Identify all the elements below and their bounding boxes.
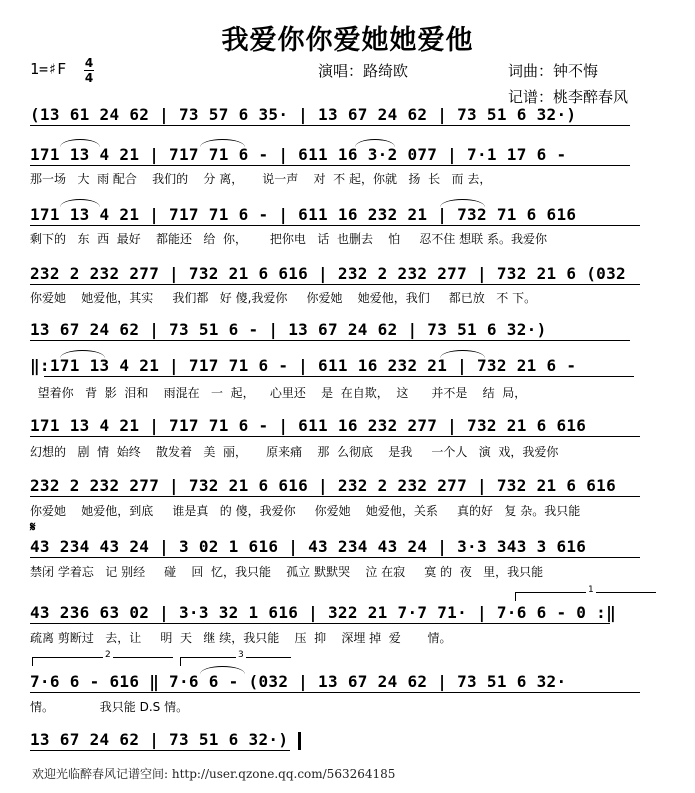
footer-credit: 欢迎光临醉春风记谱空间: http://user.qzone.qq.com/563264185 [32, 767, 396, 781]
meter-top: 4 [84, 56, 94, 70]
composer-credit: 词曲：钟不悔 [508, 62, 599, 80]
volta-1-label: 1 [588, 585, 594, 595]
beam-line-7 [30, 436, 640, 437]
lyric-line-8: 你爱她 她爱他，到底 谁是真 的 傻，我爱你 你爱她 她爱他，关系 真的好 复 杂。我只能 [30, 504, 581, 518]
lyric-line-7: 幻想的 剧 情 始终 散发着 美 丽， 原来痛 那 么彻底 是我 一个人 演 戏，我爱你 [30, 445, 559, 459]
notation-line-4: 232 2 232 277 | 732 21 6 616 | 232 2 232 277 | 732 21 6 (032 [30, 264, 626, 283]
slur [60, 350, 105, 358]
beam-line-10 [30, 623, 610, 624]
notation-line-3: 171 13 4 21 | 717 71 6 - | 611 16 232 21 | 732 71 6 616 [30, 205, 577, 224]
notation-line-12: 13 67 24 62 | 73 51 6 32·) [30, 730, 289, 749]
key-signature: 1=♯F [30, 60, 67, 78]
beam-line-6 [44, 376, 634, 377]
time-signature [84, 57, 94, 84]
singer-credit: 演唱：路绮欧 [318, 62, 409, 80]
slur [355, 139, 395, 147]
lyric-line-6: 望着你 背 影 泪和 雨混在 一 起， 心里还 是 在自欺， 这 并不是 结 局， [30, 386, 527, 400]
notation-line-8: 232 2 232 277 | 732 21 6 616 | 232 2 232 277 | 732 21 6 616 [30, 476, 617, 495]
final-barline [298, 732, 301, 750]
notation-line-9: 43 234 43 24 | 3 02 1 616 | 43 234 43 24 | 3·3 343 3 616 [30, 537, 587, 556]
beam-line-3 [30, 225, 640, 226]
lyric-line-11: 情。 我只能 D.S 情。 [30, 700, 189, 714]
song-title: 我爱你你爱她她爱他 [221, 25, 474, 56]
slur [60, 199, 100, 207]
beam-line-4 [30, 284, 640, 285]
slur [200, 666, 245, 674]
notation-line-7: 171 13 4 21 | 717 71 6 - | 611 16 232 277 | 732 21 6 616 [30, 416, 587, 435]
beam-line-8 [30, 496, 640, 497]
notation-line-1: (13 61 24 62 | 73 57 6 35· | 13 67 24 62 | 73 51 6 32·) [30, 105, 577, 124]
slur [440, 350, 485, 358]
notation-line-10: 43 236 63 02 | 3·3 32 1 616 | 322 21 7·7 71· | 7·6 6 - 0 :‖ [30, 603, 617, 622]
lyric-line-3: 剩下的 东 西 最好 都能还 给 你， 把你电 话 也删去 怕 忍不住 想联 系。我爱你 [30, 232, 547, 246]
notation-line-2: 171 13 4 21 | 717 71 6 - | 611 16 3·2 077 | 7·1 17 6 - [30, 145, 567, 164]
first-ending-bracket [515, 585, 656, 601]
notation-line-5: 13 67 24 62 | 73 51 6 - | 13 67 24 62 | 73 51 6 32·) [30, 320, 547, 339]
volta-2-label: 2 [105, 650, 111, 660]
slur [440, 199, 485, 207]
lyric-line-10: 疏离 剪断过 去，让 明 天 继 续，我只能 压 抑 深埋 掉 爱 情。 [30, 631, 452, 645]
lyric-line-2: 那一场 大 雨 配合 我们的 分 离， 说一声 对 不 起，你就 扬 长 而 去， [30, 172, 492, 186]
beam-line-2 [30, 165, 630, 166]
segno-sign: 𝄋 [30, 520, 36, 535]
beam-line-9 [30, 557, 640, 558]
meter-bottom: 4 [84, 71, 94, 85]
beam-line-12 [30, 750, 290, 751]
volta-3-label: 3 [238, 650, 244, 660]
transcriber-credit: 记谱：桃李醉春风 [508, 88, 629, 106]
beam-line-5 [30, 340, 630, 341]
notation-line-6: ‖:171 13 4 21 | 717 71 6 - | 611 16 232 21 | 732 21 6 - [30, 356, 577, 375]
lyric-line-4: 你爱她 她爱他，其实 我们都 好 傻,我爱你 你爱她 她爱他，我们 都已放 不 下。 [30, 291, 537, 305]
beam-line-1 [30, 125, 630, 126]
third-ending-bracket [180, 650, 291, 666]
slur [200, 139, 245, 147]
lyric-line-9: 禁闭 学着忘 记 别经 碰 回 忆，我只能 孤立 默默哭 泣 在寂 寞 的 夜 里，我只能 [30, 565, 544, 579]
slur [60, 139, 100, 147]
notation-line-11: 7·6 6 - 616 ‖ 7·6 6 - (032 | 13 67 24 62 | 73 51 6 32· [30, 672, 567, 691]
beam-line-11 [30, 692, 640, 693]
second-ending-bracket [32, 650, 173, 666]
